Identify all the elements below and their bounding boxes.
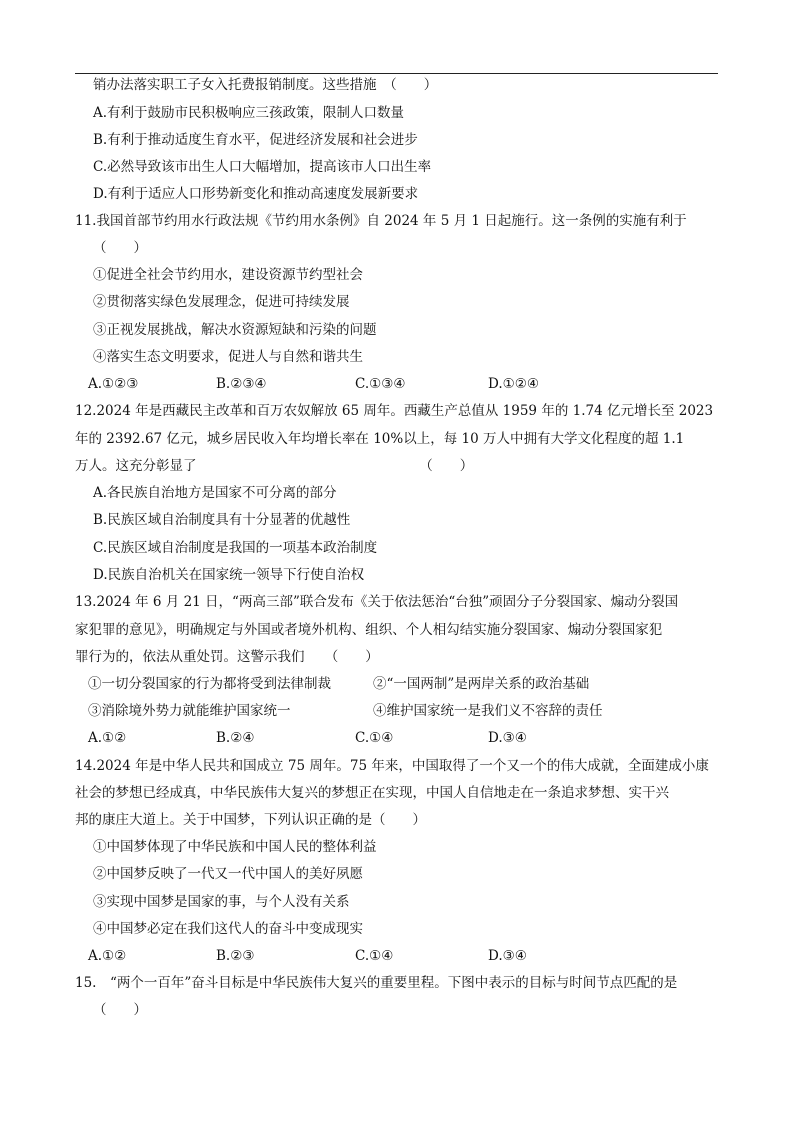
q13-stem-line-3: 罪行为的，依法从重处罚。这警示我们 （ ）	[75, 649, 379, 665]
q11-choice-d: D.①②④	[488, 376, 539, 392]
q11-item-2: ②贯彻落实绿色发展理念，促进可持续发展	[93, 294, 350, 310]
q12-option-b: B.民族区域自治制度具有十分显著的优越性	[93, 512, 351, 528]
q13-item-4: ④维护国家统一是我们义不容辞的责任	[373, 703, 603, 719]
q13-item-3: ③消除境外势力就能维护国家统一	[88, 703, 291, 719]
header-rule	[75, 73, 718, 74]
q14-stem-line-1: 14.2024 年是中华人民共和国成立 75 周年。75 年来，中国取得了一个又一个的伟大成就，全面建成小康	[75, 758, 709, 774]
q11-choice-a: A.①②③	[88, 376, 139, 392]
q15-stem-line-1: 15. “两个一百年”奋斗目标是中华民族伟大复兴的重要里程。下图中表示的目标与时间节点匹配的是	[75, 975, 678, 991]
q13-choice-c: C.①④	[355, 730, 394, 746]
q13-stem-line-2: 家犯罪的意见》，明确规定与外国或者境外机构、组织、个人相勾结实施分裂国家、煽动分裂国家犯	[75, 622, 663, 638]
q11-choice-b: B.②③④	[216, 376, 267, 392]
q13-choice-d: D.③④	[488, 730, 527, 746]
q13-choice-b: B.②④	[216, 730, 255, 746]
q11-item-1: ①促进全社会节约用水，建设资源节约型社会	[93, 267, 363, 283]
q10-option-c: C.必然导致该市出生人口大幅增加，提高该市人口出生率	[93, 159, 432, 175]
q14-choice-c: C.①④	[355, 948, 394, 964]
q14-item-1: ①中国梦体现了中华民族和中国人民的整体利益	[93, 839, 377, 855]
q12-option-d: D.民族自治机关在国家统一领导下行使自治权	[93, 567, 365, 583]
q11-stem-line-2: （ ）	[93, 240, 147, 256]
q12-stem-line-2: 年的 2392.67 亿元，城乡居民收入年均增长率在 10%以上，每 10 万人中拥有大学文化程度的超 1.1	[75, 431, 685, 447]
q10-option-d: D.有利于适应人口形势新变化和推动高速度发展新要求	[93, 186, 419, 202]
q10-stem-tail: 销办法落实职工子女入托费报销制度。这些措施 （ ）	[93, 77, 438, 93]
q14-choice-d: D.③④	[488, 948, 527, 964]
q13-stem-line-1: 13.2024 年 6 月 21 日，“两高三部”联合发布《关于依法惩治“台独”顽固分子分裂国家、煽动分裂国	[75, 594, 679, 610]
q14-stem-line-3: 邦的康庄大道上。关于中国梦，下列认识正确的是（ ）	[75, 812, 426, 828]
q14-choice-b: B.②③	[216, 948, 255, 964]
q12-stem-line-3: 万人。这充分彰显了 （ ）	[75, 458, 474, 474]
q13-item-1: ①一切分裂国家的行为都将受到法律制裁	[88, 676, 331, 692]
q11-stem-line-1: 11.我国首部节约用水行政法规《节约用水条例》自 2024 年 5 月 1 日起施行。这一条例的实施有利于	[75, 213, 687, 229]
q14-stem-line-2: 社会的梦想已经成真，中华民族伟大复兴的梦想正在实现，中国人自信地走在一条追求梦想、实干兴	[75, 785, 669, 801]
q15-stem-line-2: （ ）	[93, 1002, 147, 1018]
q12-stem-line-1: 12.2024 年是西藏民主改革和百万农奴解放 65 周年。西藏生产总值从 1959 年的 1.74 亿元增长至 2023	[75, 403, 714, 419]
q11-item-4: ④落实生态文明要求，促进人与自然和谐共生	[93, 349, 363, 365]
q14-item-2: ②中国梦反映了一代又一代中国人的美好夙愿	[93, 866, 363, 882]
q14-item-4: ④中国梦必定在我们这代人的奋斗中变成现实	[93, 921, 363, 937]
q12-option-c: C.民族区域自治制度是我国的一项基本政治制度	[93, 540, 378, 556]
q14-choice-a: A.①②	[88, 948, 127, 964]
q10-option-a: A.有利于鼓励市民积极响应三孩政策，限制人口数量	[93, 105, 405, 121]
q11-choice-c: C.①③④	[355, 376, 406, 392]
q10-option-b: B.有利于推动适度生育水平，促进经济发展和社会进步	[93, 132, 418, 148]
q12-option-a: A.各民族自治地方是国家不可分离的部分	[93, 485, 337, 501]
q13-choice-a: A.①②	[88, 730, 127, 746]
q14-item-3: ③实现中国梦是国家的事，与个人没有关系	[93, 894, 350, 910]
q13-item-2: ②“一国两制”是两岸关系的政治基础	[373, 676, 590, 692]
q11-item-3: ③正视发展挑战，解决水资源短缺和污染的问题	[93, 322, 377, 338]
